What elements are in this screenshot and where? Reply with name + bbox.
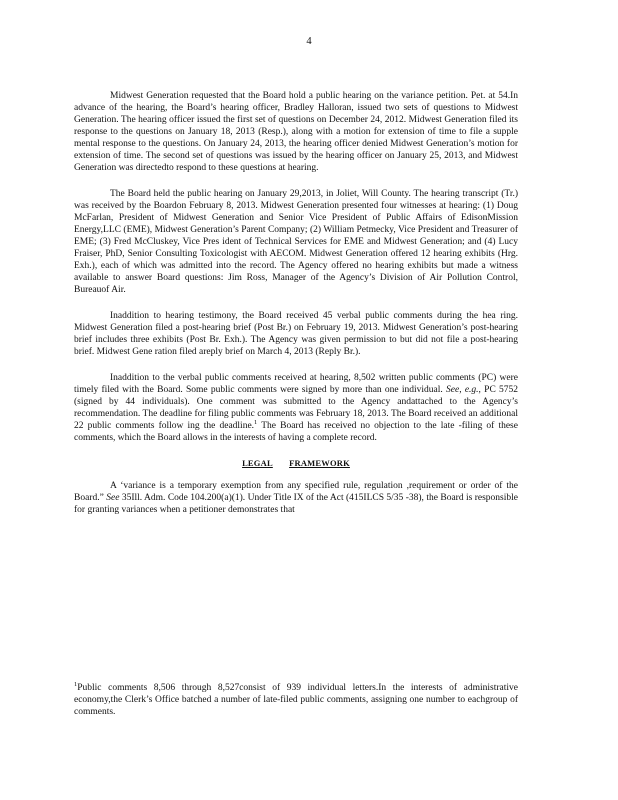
footnote-text: Public comments 8,506 through 8,527consist of 939 individual letters.In the interests of administrative economy,the Clerk’s Office batched a number of late-filed public comments, assigning one number to eachgroup of comments.	[74, 683, 518, 717]
heading-word-legal: LEGAL	[242, 458, 273, 468]
page-number: 4	[306, 36, 312, 47]
body-text	[74, 90, 518, 530]
footnote-number: 1	[74, 680, 78, 688]
section-heading	[74, 458, 518, 468]
text-span: The Board has received no objection to the late -filing of these comments, which the Board allows in the interests of having a complete record.	[74, 421, 518, 443]
paragraph-legal-framework	[74, 480, 518, 516]
text-span: , PC 5752 (signed by 44 individuals). One comment was submitted to the Agency andattached to the Agency’s recommendation. The deadline for filing public comments was February 18, 2013. The Board received an additional 22 public comments follow ing the deadline.	[74, 385, 519, 431]
comma: ,	[459, 385, 462, 395]
eg-signal: e.g.	[464, 385, 479, 395]
paragraph-hearing-request: Midwest Generation requested that the Board hold a public hearing on the variance petition. Pet. at 54.In advance of the hearing, the Board’s hearing officer, Bradley Halloran, issued two sets of questions to Midwest Generation. The hearing officer issued the first set of questions on December 24, 2012. Midwest Generation filed its response to the questions on January 18, 2013 (Resp.), along with a motion for extension of time to file a supple mental response to the questions. On January 24, 2013, the hearing officer denied Midwest Generation’s motion for extension of time. The second set of questions was issued by the hearing officer on January 25, 2013, and Midwest Generation was directedto respond to these questions at hearing.	[74, 91, 518, 173]
text-span: Inaddition to the verbal public comments received at hearing, 8,502 written public comments (PC) were timely filed with the Board. Some public comments were signed by more than one individual.	[74, 373, 518, 395]
paragraph-public-hearing: The Board held the public hearing on January 29,2013, in Joliet, Will County. The hearing transcript (Tr.) was received by the Boardon February 8, 2013. Midwest Generation presented four witnesses at hearing: (1) Doug McFarlan, President of Midwest Generation and Senior Vice President of Public Affairs of EdisonMission Energy,LLC (EME), Midwest Generation’s Parent Company; (2) William Petmecky, Vice President and Treasurer of EME; (3) Fred McCluskey, Vice Pres ident of Technical Services for EME and Midwest Generation; and (4) Lucy Fraiser, PhD, Senior Consulting Toxicologist with AECOM. Midwest Generation offered 12 hearing exhibits (Hrg. Exh.), each of which was admitted into the record. The Agency offered no hearing exhibits but made a witness available to answer Board questions: Jim Ross, Manager of the Agency’s Division of Air Pollution Control, Bureauof Air.	[74, 189, 518, 295]
footnotes	[74, 682, 518, 718]
heading-word-framework: FRAMEWORK	[289, 458, 350, 468]
text-span: 35Ill. Adm. Code 104.200(a)(1). Under Title IX of the Act (415ILCS 5/35 -38), the Board is responsible for granting variances when a petitioner demonstrates that	[74, 493, 519, 515]
text-span: A ‘variance is a temporary exemption from any specified rule, regulation ,requirement or order of the Board.”	[74, 481, 518, 503]
see-signal: See	[106, 493, 120, 503]
footnote-1	[74, 682, 518, 718]
paragraph-post-hearing: Inaddition to hearing testimony, the Board received 45 verbal public comments during the hea ring. Midwest Generation filed a post-hearing brief (Post Br.) on February 19, 2013. Midwest Generation’s post-hearing brief includes three exhibits (Post Br. Exh.). The Agency was given permission to but did not file a post-hearing brief. Midwest Gene ration filed areply brief on March 4, 2013 (Reply Br.).	[74, 311, 518, 357]
see-signal: See	[446, 385, 460, 395]
paragraph-public-comments	[74, 372, 518, 444]
footnote-reference[interactable]: 1	[254, 418, 258, 426]
